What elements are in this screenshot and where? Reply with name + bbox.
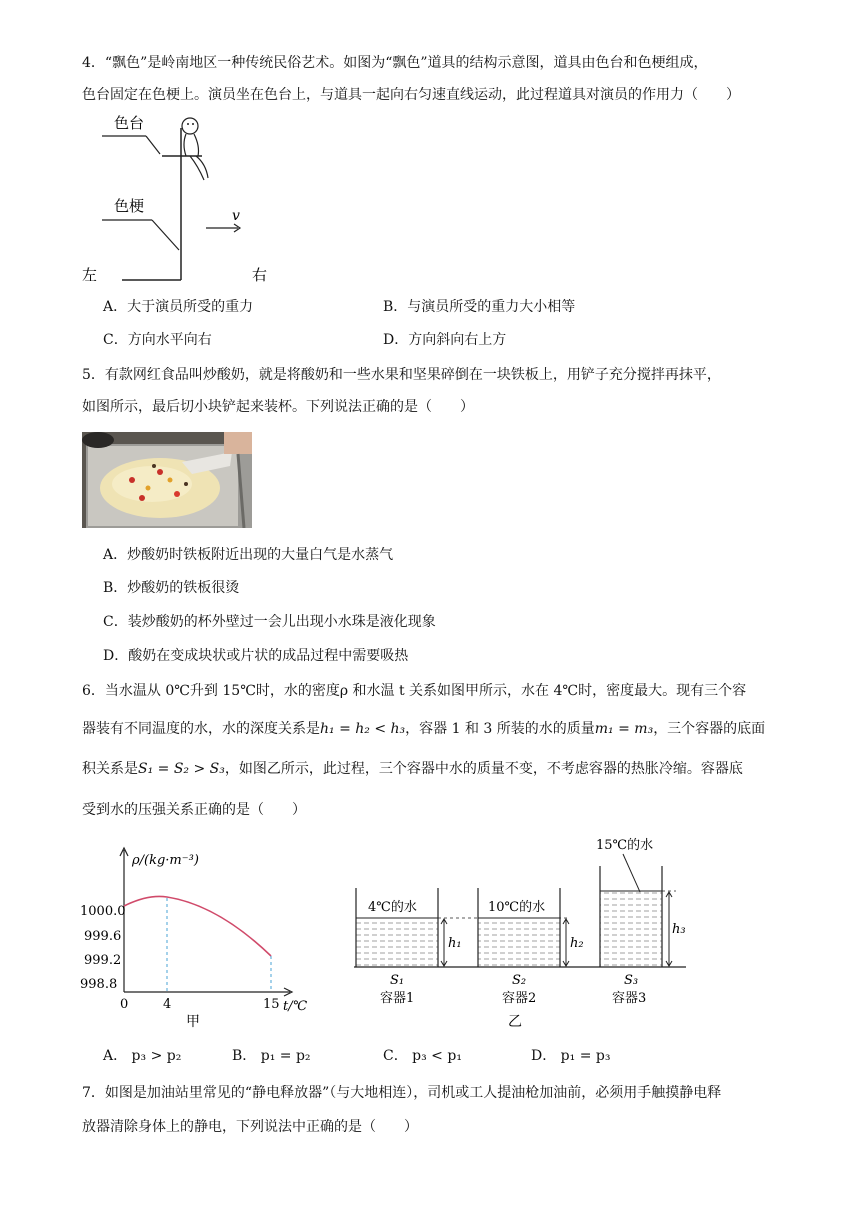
q4-option-b: B．与演员所受的重力大小相等 <box>383 299 576 315</box>
q5-stem-line1: 5．有款网红食品叫炒酸奶，就是将酸奶和一些水果和坚果碎倒在一块铁板上，用铲子充分搅拌再抹平， <box>82 367 721 383</box>
q6-depth-relation: h₁ = h₂ < h₃ <box>320 721 406 737</box>
label-left: 左 <box>82 266 98 284</box>
q6-line3-text-b: ，如图乙所示，此过程，三个容器中水的质量不变，不考虑容器的热胀冷缩。容器底 <box>224 761 743 777</box>
q4-option-c: C．方向水平向右 <box>103 332 212 348</box>
q4-stem-line2: 色台固定在色梗上。演员坐在色台上，与道具一起向右匀速直线运动，此过程道具对演员的作用力（ ） <box>82 87 740 103</box>
q6-stem-line1: 6．当水温从 0℃升到 15℃时，水的密度ρ 和水温 t 关系如图甲所示，水在 4℃时，密度最大。现有三个容 <box>82 683 747 699</box>
c2-label: 10℃的水 <box>488 900 546 915</box>
q6-line2-text-c: ，三个容器的底面 <box>653 721 766 737</box>
ytick-999-2: 999.2 <box>84 953 122 968</box>
q6-stem-line2 <box>82 719 765 739</box>
q6-line3-text-a: 积关系是 <box>82 761 138 777</box>
h1-label: h₁ <box>448 936 462 951</box>
s2-label: S₂ <box>512 973 527 988</box>
xtick-15: 15 <box>263 997 280 1012</box>
q6-mass-relation: m₁ = m₃ <box>594 721 654 737</box>
container1-name: 容器1 <box>380 991 415 1006</box>
q6-stem-line3 <box>82 759 743 779</box>
q6-figure-containers <box>340 836 700 1036</box>
q6-line2-text-a: 器装有不同温度的水，水的深度关系是 <box>82 721 320 737</box>
q4-option-a: A．大于演员所受的重力 <box>103 299 254 315</box>
h3-label: h₃ <box>672 922 686 937</box>
h2-label: h₂ <box>570 936 584 951</box>
q4-stem-line1: 4．“飘色”是岭南地区一种传统民俗艺术。如图为“飘色”道具的结构示意图，道具由色台和色梗组成， <box>82 55 708 71</box>
q6-stem-line4: 受到水的压强关系正确的是（ ） <box>82 802 306 818</box>
q6-option-a: A． p₃ > p₂ <box>103 1048 182 1064</box>
q6-option-d: D． p₁ = p₃ <box>531 1048 611 1064</box>
q7-stem-line1: 7．如图是加油站里常见的“静电释放器”（与大地相连），司机或工人提油枪加油前，必须用手触摸静电释 <box>82 1085 722 1101</box>
q6-option-c: C． p₃ < p₁ <box>383 1048 462 1064</box>
s1-label: S₁ <box>390 973 405 988</box>
q4-option-d: D．方向斜向右上方 <box>383 332 507 348</box>
container2-name: 容器2 <box>502 991 537 1006</box>
label-setai: 色台 <box>114 114 145 132</box>
q5-option-c: C．装炒酸奶的杯外壁过一会儿出现小水珠是液化现象 <box>103 614 436 630</box>
chart-xlabel: t/℃ <box>283 999 308 1014</box>
q5-option-a: A．炒酸奶时铁板附近出现的大量白气是水蒸气 <box>103 547 394 563</box>
label-right: 右 <box>252 266 268 284</box>
label-velocity: v <box>232 208 240 224</box>
ytick-1000-0: 1000.0 <box>80 904 126 919</box>
q5-photo-fried-yogurt <box>82 432 252 528</box>
q6-chart-density-temperature <box>78 830 318 1030</box>
q4-figure-piaose <box>82 108 282 288</box>
q6-area-relation: S₁ = S₂ > S₃ <box>138 761 225 777</box>
caption-yi: 乙 <box>508 1014 522 1030</box>
q6-line2-text-b: ，容器 1 和 3 所装的水的质量 <box>405 721 595 737</box>
caption-jia: 甲 <box>186 1014 200 1030</box>
label-segeng: 色梗 <box>114 197 145 215</box>
ytick-999-6: 999.6 <box>84 929 122 944</box>
ytick-998-8: 998.8 <box>80 977 118 992</box>
q7-stem-line2: 放器清除身体上的静电，下列说法中正确的是（ ） <box>82 1119 418 1135</box>
c3-label: 15℃的水 <box>596 838 654 853</box>
q5-option-d: D．酸奶在变成块状或片状的成品过程中需要吸热 <box>103 648 409 664</box>
q6-option-b: B． p₁ = p₂ <box>232 1048 311 1064</box>
q5-option-b: B．炒酸奶的铁板很烫 <box>103 580 240 596</box>
xtick-4: 4 <box>163 997 172 1012</box>
s3-label: S₃ <box>624 973 639 988</box>
chart-ylabel: ρ/(kg·m⁻³) <box>132 853 199 868</box>
xtick-0: 0 <box>120 997 129 1012</box>
q5-stem-line2: 如图所示，最后切小块铲起来装杯。下列说法正确的是（ ） <box>82 399 474 415</box>
c1-label: 4℃的水 <box>368 900 417 915</box>
container3-name: 容器3 <box>612 991 647 1006</box>
density-curve <box>124 896 271 956</box>
